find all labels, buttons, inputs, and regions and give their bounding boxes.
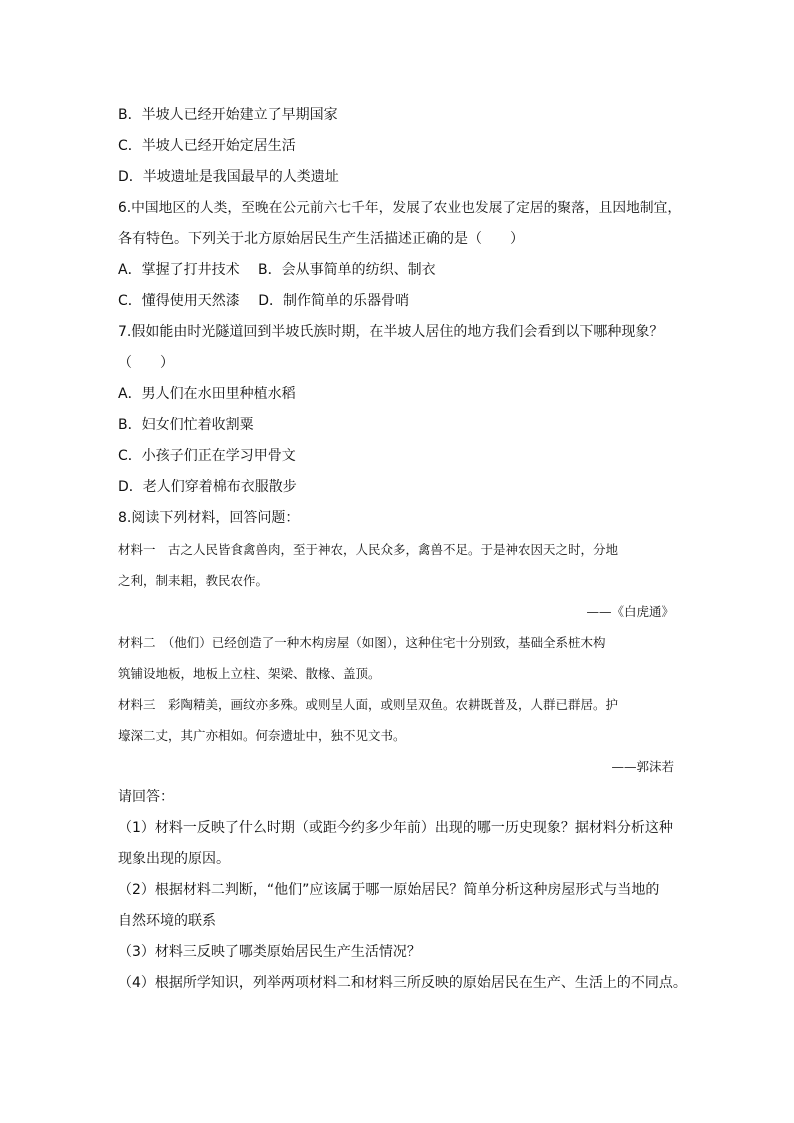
sub-question-1-line1: （1）材料一反映了什么时期（或距今约多少年前）出现的哪一历史现象？据材料分析这种: [118, 820, 673, 836]
material1-line2: 之利，制耒耜，教民农作。: [118, 573, 269, 588]
q6-options-cd: C．懂得使用天然漆 D．制作简单的乐器骨哨: [118, 293, 410, 309]
q7-option-b: B．妇女们忙着收割粟: [118, 417, 254, 433]
q7-stem-line1: 7.假如能由时光隧道回到半坡氏族时期，在半坡人居住的地方我们会看到以下哪种现象？: [118, 324, 664, 340]
q5-option-b: B．半坡人已经开始建立了早期国家: [118, 107, 338, 123]
q7-option-c: C．小孩子们正在学习甲骨文: [118, 448, 296, 464]
q7-stem-line2: （ ）: [118, 355, 174, 371]
material2-line2: 筑铺设地板，地板上立柱、架梁、散椽、盖顶。: [118, 666, 381, 681]
answer-prompt: 请回答：: [118, 789, 174, 805]
material1-source: ——《白虎通》: [586, 604, 674, 619]
material2-line1: 材料二 （他们）已经创造了一种木构房屋（如图），这种住宅十分别致，基础全系桩木构: [118, 635, 606, 650]
material3-line1: 材料三 彩陶精美，画纹亦多殊。或则呈人面，或则呈双鱼。农耕既普及，人群已群居。护: [118, 697, 619, 712]
q7-option-d: D．老人们穿着棉布衣服散步: [118, 479, 297, 495]
sub-question-1-line2: 现象出现的原因。: [118, 851, 230, 867]
sub-question-2-line2: 自然环境的联系: [118, 913, 216, 929]
sub-question-3: （3）材料三反映了哪类原始居民生产生活情况？: [118, 944, 421, 960]
sub-question-4: （4）根据所学知识，列举两项材料二和材料三所反映的原始居民在生产、生活上的不同点。: [118, 975, 687, 991]
q6-stem-line2: 各有特色。下列关于北方原始居民生产生活描述正确的是（ ）: [118, 231, 524, 247]
q7-option-a: A．男人们在水田里种植水稻: [118, 386, 296, 402]
document-body: [118, 100, 687, 999]
q6-stem-line1: 6.中国地区的人类，至晚在公元前六七千年，发展了农业也发展了定居的聚落，且因地制宜，: [118, 200, 682, 216]
material3-source: ——郭沫若: [611, 759, 674, 774]
q8-stem: 8.阅读下列材料，回答问题：: [118, 510, 300, 526]
material1-line1: 材料一 古之人民皆食禽兽肉，至于神农，人民众多，禽兽不足。于是神农因天之时，分地: [118, 542, 619, 557]
q5-option-c: C．半坡人已经开始定居生活: [118, 138, 296, 154]
q6-options-ab: A．掌握了打井技术 B．会从事简单的纺织、制衣: [118, 262, 436, 278]
q5-option-d: D．半坡遗址是我国最早的人类遗址: [118, 169, 339, 185]
material3-line2: 壕深二丈，其广亦相如。何奈遗址中，独不见文书。: [118, 728, 406, 743]
sub-question-2-line1: （2）根据材料二判断，“他们”应该属于哪一原始居民？简单分析这种房屋形式与当地的: [118, 882, 660, 898]
